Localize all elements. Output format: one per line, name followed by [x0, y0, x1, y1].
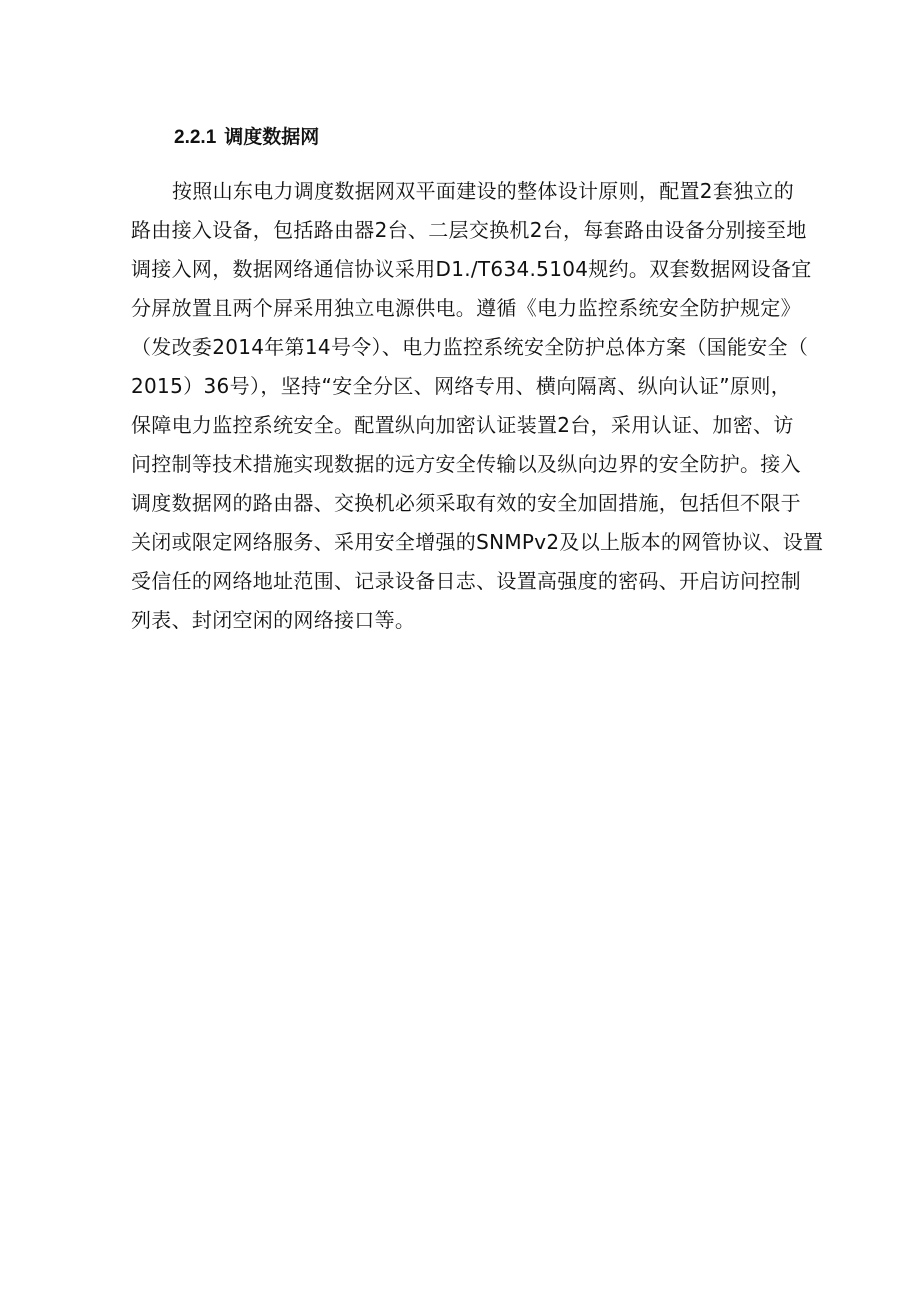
section-heading: [174, 122, 319, 149]
paragraph-line: 按照山东电力调度数据网双平面建设的整体设计原则，配置2套独立的: [172, 179, 795, 203]
paragraph-line: 关闭或限定网络服务、采用安全增强的SNMPv2及以上版本的网管协议、设置: [131, 530, 824, 554]
paragraph-line: 调接入网，数据网络通信协议采用D1./T634.5104规约。双套数据网设备宜: [131, 257, 812, 281]
paragraph-line: 2015）36号），坚持“安全分区、网络专用、横向隔离、纵向认证”原则，: [131, 374, 791, 398]
paragraph-line: （发改委2014年第14号令）、电力监控系统安全防护总体方案（国能安全（: [131, 335, 809, 359]
paragraph-line: 调度数据网的路由器、交换机必须采取有效的安全加固措施，包括但不限于: [131, 491, 801, 515]
paragraph-line: 路由接入设备，包括路由器2台、二层交换机2台，每套路由设备分别接至地: [131, 218, 807, 242]
section-number: 2.2.1: [174, 127, 217, 148]
section-title: 调度数据网: [224, 126, 320, 148]
paragraph-line: 分屏放置且两个屏采用独立电源供电。遵循《电力监控系统安全防护规定》: [131, 296, 801, 320]
paragraph-line: 问控制等技术措施实现数据的远方安全传输以及纵向边界的安全防护。接入: [131, 452, 801, 476]
body-paragraph: [131, 172, 824, 640]
paragraph-line: 列表、封闭空闲的网络接口等。: [131, 608, 416, 632]
paragraph-line: 保障电力监控系统安全。配置纵向加密认证装置2台，采用认证、加密、访: [131, 413, 794, 437]
paragraph-line: 受信任的网络地址范围、记录设备日志、设置高强度的密码、开启访问控制: [131, 569, 801, 593]
